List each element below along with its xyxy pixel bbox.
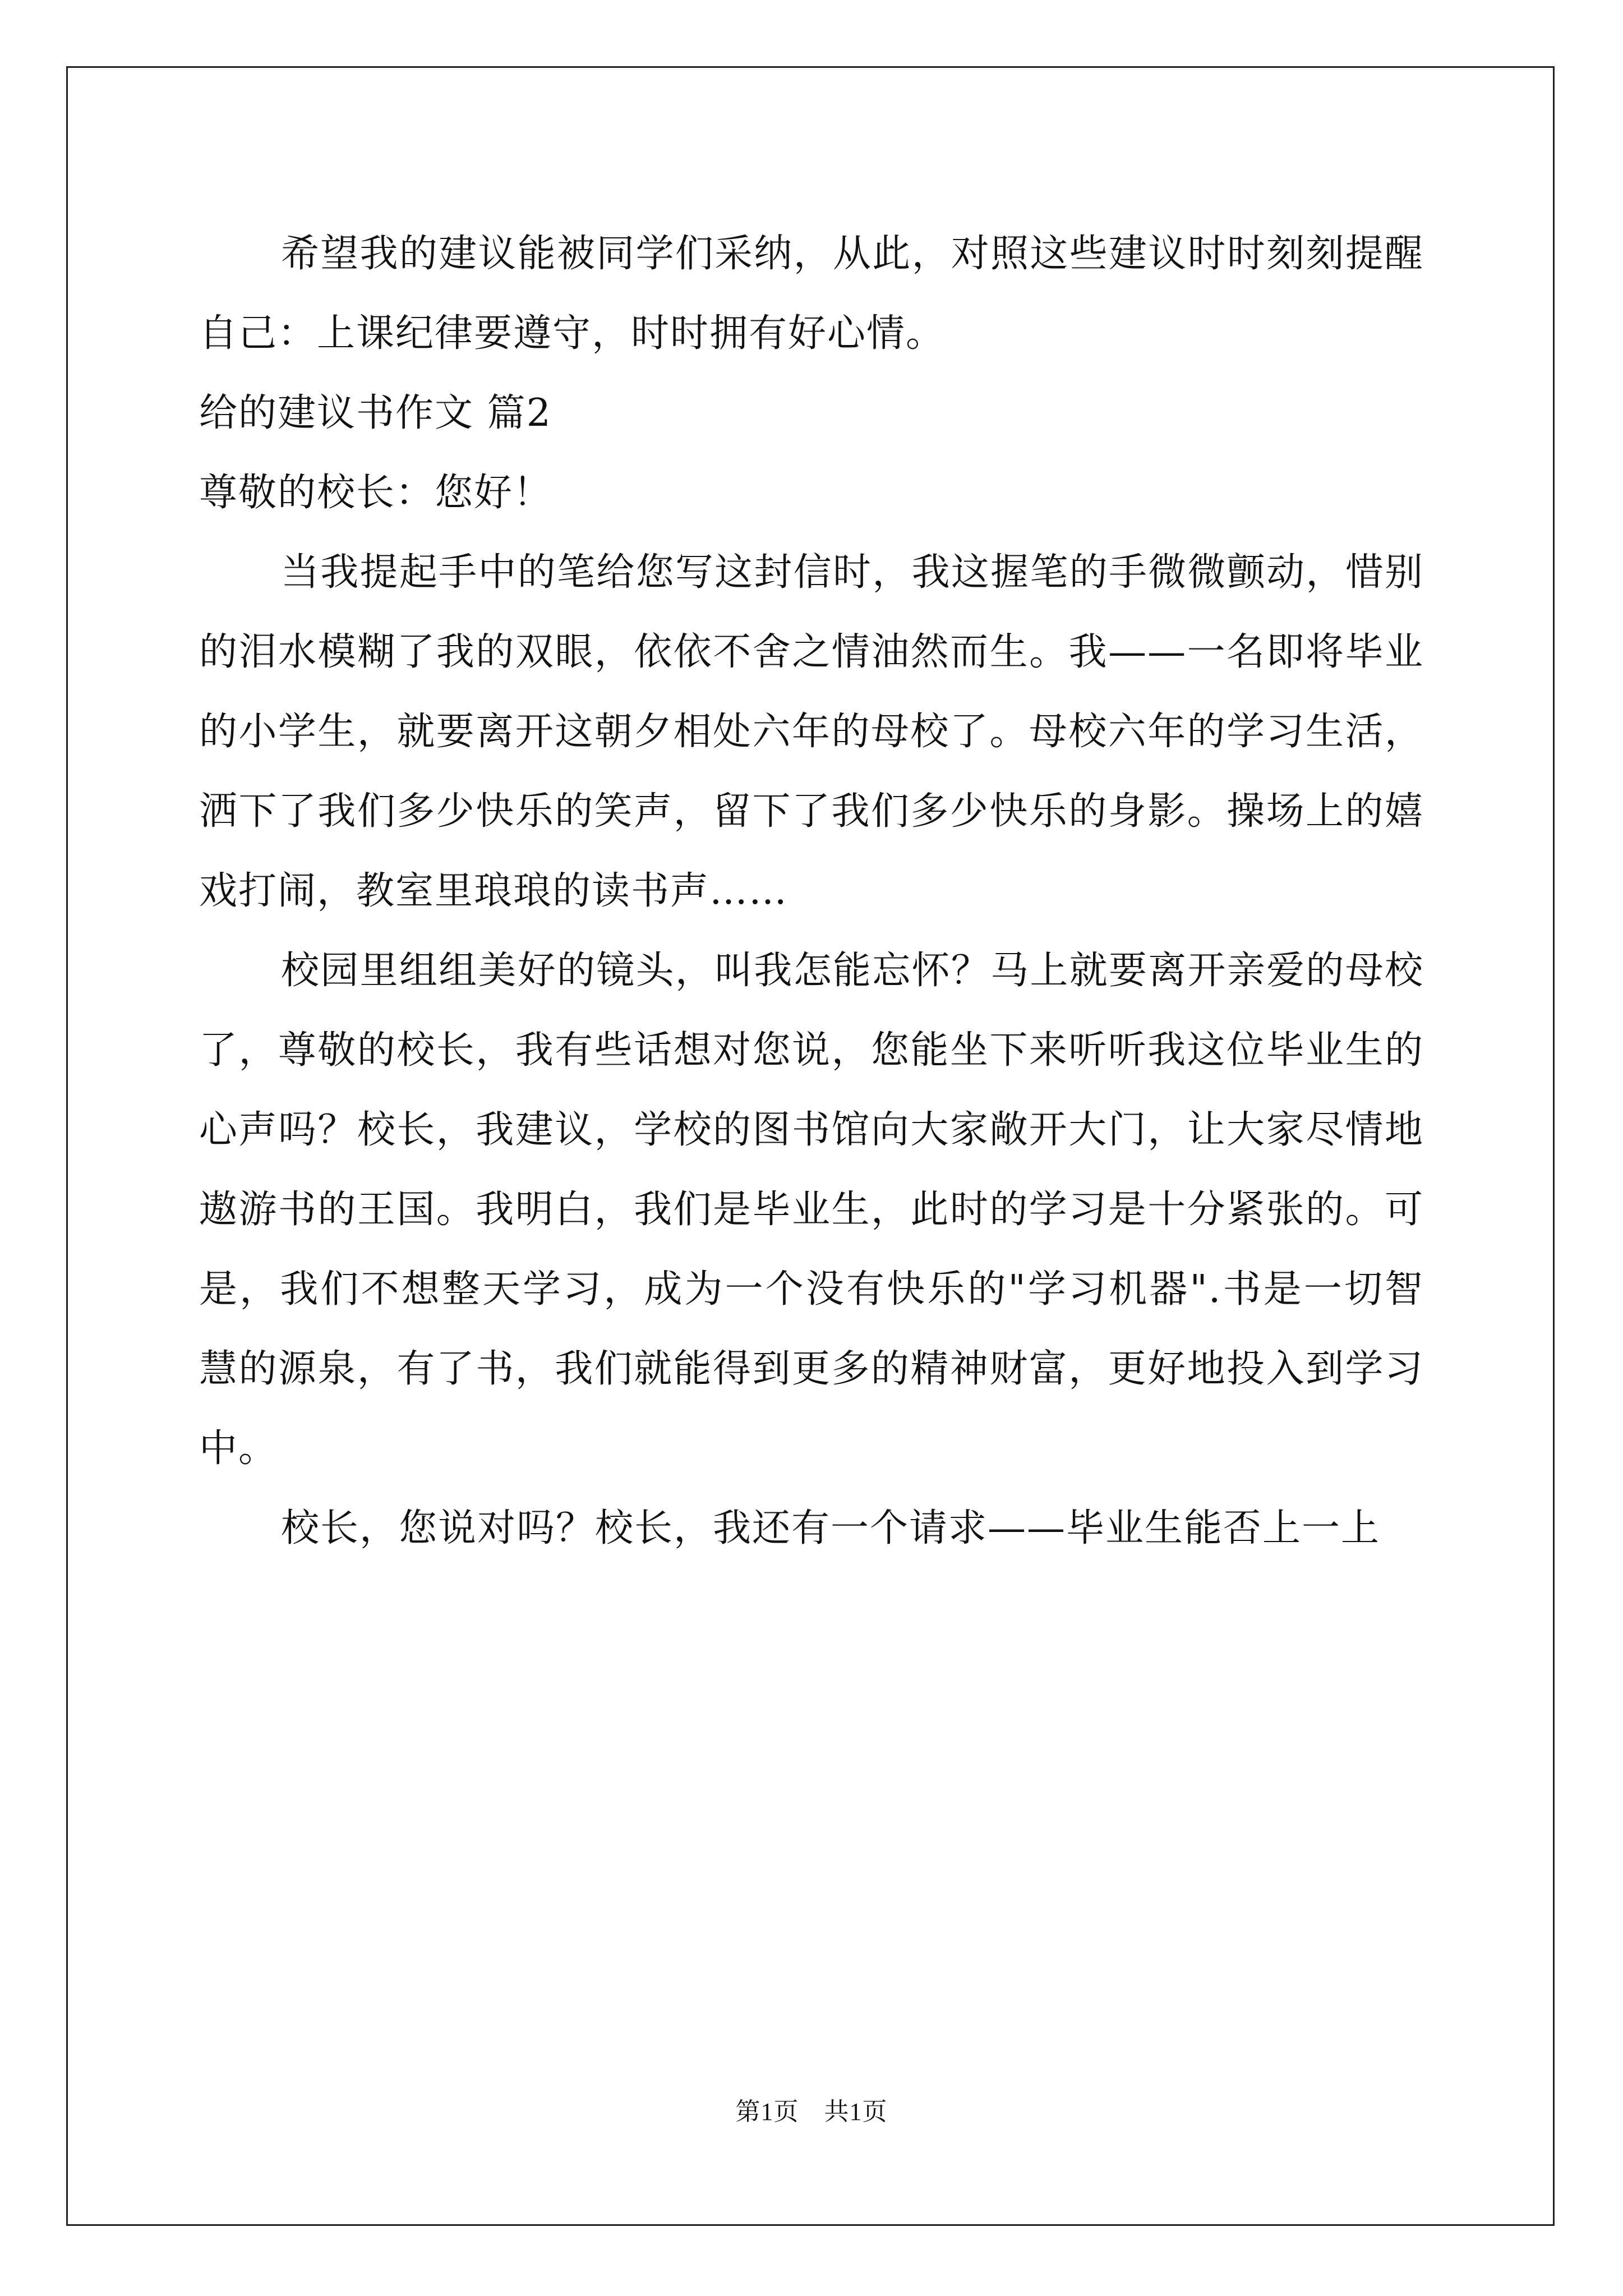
- paragraph-request: 校长，您说对吗？校长，我还有一个请求——毕业生能否上一上: [281, 1506, 1381, 1550]
- document-body: [199, 214, 1424, 1568]
- section-heading: 给的建议书作文 篇2: [199, 391, 552, 435]
- page-number-footer: 第1页 共1页: [735, 2098, 888, 2125]
- paragraph-library-suggestion: 校园里组组美好的镜头，叫我怎能忘怀？马上就要离开亲爱的母校了，尊敬的校长，我有些话想对您说，您能坐下来听听我这位毕业生的心声吗？校长，我建议，学校的图书馆向大家敞开大门，让大家尽情地遨游书的王国。我明白，我们是毕业生，此时的学习是十分紧张的。可是，我们不想整天学习，成为一个没有快乐的"学习机器".书是一切智慧的源泉，有了书，我们就能得到更多的精神财富，更好地投入到学习中。: [199, 949, 1424, 1471]
- letter-salutation: 尊敬的校长：您好！: [199, 471, 553, 515]
- paragraph-farewell: 当我提起手中的笔给您写这封信时，我这握笔的手微微颤动，惜别的泪水模糊了我的双眼，依依不舍之情油然而生。我——一名即将毕业的小学生，就要离开这朝夕相处六年的母校了。母校六年的学习生活，洒下了我们多少快乐的笑声，留下了我们多少快乐的身影。操场上的嬉戏打闹，教室里琅琅的读书声……: [199, 550, 1424, 913]
- paragraph-closing-wish: 希望我的建议能被同学们采纳，从此，对照这些建议时时刻刻提醒自己：上课纪律要遵守，时时拥有好心情。: [199, 232, 1424, 356]
